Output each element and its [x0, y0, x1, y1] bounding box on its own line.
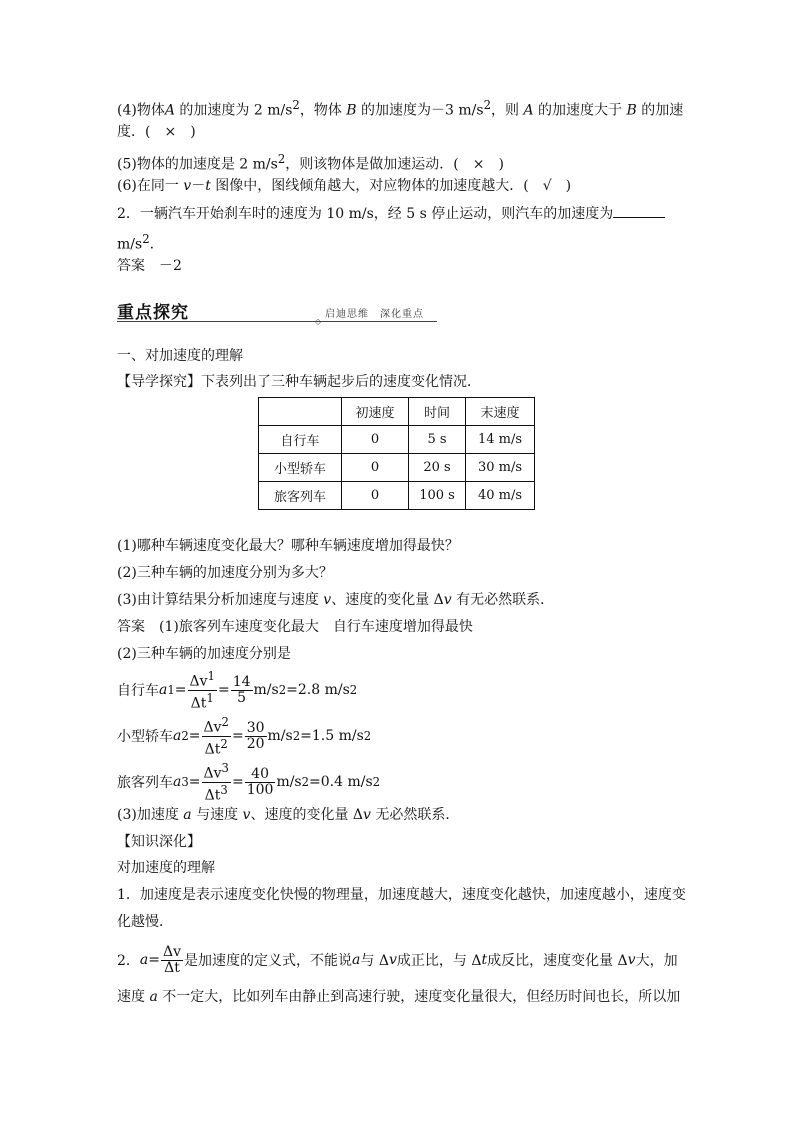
table-cell: 0 [342, 454, 409, 482]
answer-3: (3)加速度 a 与速度 v、速度的变化量 Δv 无必然联系． [117, 807, 460, 823]
table-cell: 旅客列车 [259, 482, 342, 510]
answer-label: 答案 [117, 258, 145, 274]
table-header: 时间 [409, 398, 466, 426]
answer-value: －2 [159, 258, 182, 274]
table-row [259, 482, 535, 510]
question-4: (4)物体A 的加速度为 2 $m/s^2$，物体 B 的加速度为－3 $m/s^2$，则 A 的加速度大于 B 的加速 [117, 98, 684, 119]
table-cell: 5 s [409, 426, 466, 454]
table-cell: 20 s [409, 454, 466, 482]
table-row [259, 454, 535, 482]
formula-train: 旅客列车 a 3 = $\frac{\Delta v^3}{\Delta t^3}$ = $\frac{40}{100}$ m/s 2 =0.4 m/s 2 [117, 760, 381, 804]
table-header [259, 398, 342, 426]
formula-bicycle: 自行车 a 1 = $\frac{\Delta v^1}{\Delta t^1}$ = $\frac{14}{5}$ m/s 2 =2.8 m/s 2 [117, 668, 358, 712]
answer-1 [117, 256, 182, 276]
answer-label: 答案 [117, 619, 145, 635]
section-header [117, 298, 437, 326]
table-cell: 0 [342, 482, 409, 510]
question-4-cont: 度．( × ) [117, 124, 196, 140]
fraction: $\frac{\Delta v^2}{\Delta t^2}$ [203, 714, 229, 758]
answer-2: 答案 (1)旅客列车速度变化最大 自行车速度增加得最快 [117, 619, 473, 635]
point-1: 1．加速度是表示速度变化快慢的物理量，加速度越大，速度变化越快，加速度越小，速度变 [117, 887, 686, 903]
fraction: $\frac{40}{100}$ [246, 765, 274, 798]
question-6: (6)在同一 v－t 图像中，图线倾角越大，对应物体的加速度越大．( √ ) [117, 178, 572, 194]
vehicle-table [258, 397, 535, 510]
point-1-cont: 化越慢． [117, 914, 173, 930]
section-title: 重点探究 [117, 303, 189, 323]
intro-tag: 【导学探究】 [117, 374, 201, 390]
table-cell: 0 [342, 426, 409, 454]
fraction: $\frac{\Delta v^3}{\Delta t^3}$ [203, 760, 229, 804]
fraction: $\frac{\Delta v^1}{\Delta t^1}$ [189, 668, 215, 712]
table-row [259, 426, 535, 454]
section-rule [117, 321, 437, 322]
point-2: 2． a = $\frac{\Delta v}{\Delta t}$ 是加速度的定义式，不能说 a 与 Δ v 成正比，与 Δ t 成反比，速度变化量 Δ v 大，加 [117, 943, 678, 976]
table-cell: 30 m/s [466, 454, 535, 482]
answer-2-line2: (2)三种车辆的加速度分别是 [117, 646, 291, 662]
question-1: (1)哪种车辆速度变化最大？哪种车辆速度增加得最快？ [117, 538, 459, 554]
table-cell: 40 m/s [466, 482, 535, 510]
fraction: $\frac{\Delta v}{\Delta t}$ [163, 943, 182, 976]
fraction: $\frac{14}{5}$ [232, 673, 251, 706]
knowledge-heading: 对加速度的理解 [117, 860, 215, 876]
table-header: 末速度 [466, 398, 535, 426]
question-3: (3)由计算结果分析加速度与速度 v、速度的变化量 Δv 有无必然联系． [117, 592, 555, 608]
intro-line: 【导学探究】下表列出了三种车辆起步后的速度变化情况． [117, 374, 481, 390]
table-cell: 自行车 [259, 426, 342, 454]
question-2: (2)三种车辆的加速度分别为多大？ [117, 565, 333, 581]
section-subtitle: 启迪思维 深化重点 [325, 309, 424, 320]
formula-car: 小型轿车 a 2 = $\frac{\Delta v^2}{\Delta t^2}$ = $\frac{30}{20}$ m/s 2 =1.5 m/s 2 [117, 714, 372, 758]
point-2-cont: 速度 a 不一定大，比如列车由静止到高速行驶，速度变化量很大，但经历时间也长，所以加 [117, 989, 681, 1005]
heading-understanding: 一、对加速度的理解 [117, 348, 243, 364]
problem-2-cont: $m/s^2$. [117, 232, 155, 253]
problem-2: 2．一辆汽车开始刹车时的速度为 10 m/s，经 5 s 停止运动，则汽车的加速度为 [117, 203, 665, 224]
answer-blank [613, 203, 665, 218]
question-5: (5)物体的加速度是 2 $m/s^2$，则该物体是做加速运动．( × ) [117, 152, 504, 173]
table-cell: 100 s [409, 482, 466, 510]
fraction: $\frac{30}{20}$ [246, 719, 265, 752]
knowledge-tag: 【知识深化】 [117, 834, 201, 850]
table-cell: 小型轿车 [259, 454, 342, 482]
table-cell: 14 m/s [466, 426, 535, 454]
section-ornament: ◇ [315, 317, 322, 326]
table-header-row [259, 398, 535, 426]
table-header: 初速度 [342, 398, 409, 426]
